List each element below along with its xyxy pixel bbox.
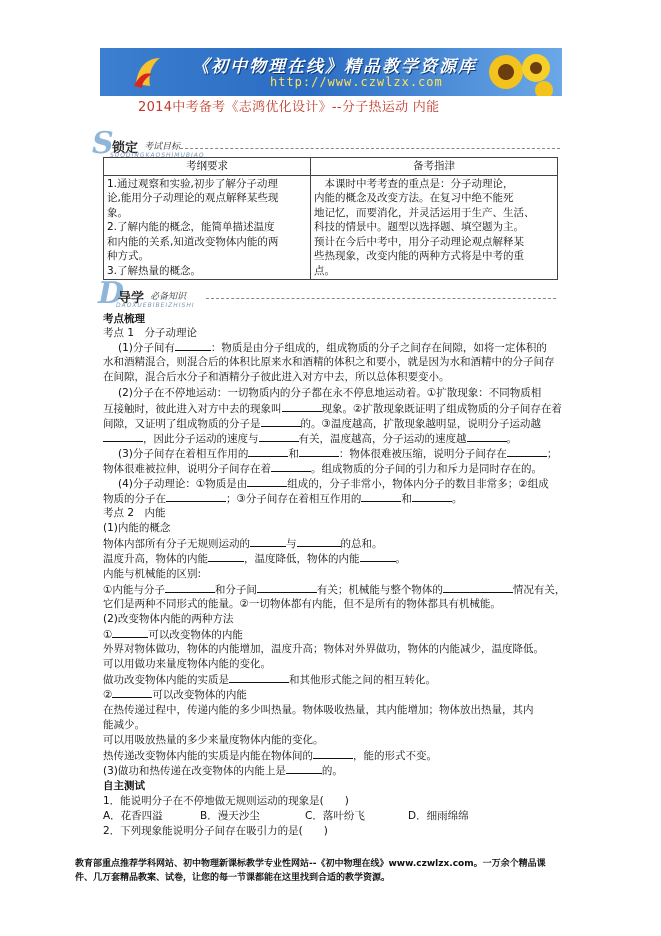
text-line: 间隙，又证明了组成物质的分子是 的。③温度越高，扩散现象越明显，说明分子运动越	[103, 418, 541, 430]
section-letter: D	[98, 276, 125, 311]
text-line: (2)分子在不停地运动：一切物质内的分子都在永不停息地运动着。①扩散现象：不同物质相	[118, 387, 542, 399]
text-line: (4)分子动理论：①物质是由 组成的，分子非常小，物体内分子的数目非常多；②组成	[118, 478, 549, 490]
cell-line: 点。	[314, 264, 335, 277]
table-header: 考纲要求	[104, 158, 311, 176]
table-header: 备考指津	[311, 158, 558, 176]
text-line: ①内能与分子 和分子间 有关；机械能与整个物体的 情况有关，	[103, 584, 566, 596]
text-line: ，因此分子运动的速度与 有关，温度越高，分子运动的速度越 。	[103, 431, 517, 446]
question-1-option-a: A．花香四溢	[103, 810, 163, 822]
text-line: 互接触时，彼此进入对方中去的现象叫 现象。②扩散现象既证明了组成物质的分子间存在着	[103, 403, 562, 415]
question-1-option-c: C．落叶纷飞	[305, 810, 365, 822]
question-2: 2．下列现象能说明分子间存在吸引力的是( )	[103, 825, 328, 837]
question-1-option-b: B．漫天沙尘	[200, 810, 260, 822]
cell-line: 象。	[107, 206, 128, 219]
footer-line: 件、几万套精品教案、试卷，让您的每一节课都能在这里找到合适的教学资源。	[75, 873, 391, 883]
text-line: 做功改变物体内能的实质是 和其他形式能之间的相互转化。	[103, 674, 436, 686]
text-line: (1)内能的概念	[103, 522, 171, 534]
footer-line: 教育部重点推荐学科网站、初中物理新课标教学专业性网站--《初中物理在线》www.czwlzx.com。一万余个精品课	[75, 859, 546, 869]
cell-line: 3.了解热量的概念。	[107, 264, 202, 277]
text-line: ② 可以改变物体的内能	[103, 689, 247, 701]
section-sub-label: 必备知识	[150, 292, 187, 302]
cell-line: 1.通过观察和实验,初步了解分子动理	[107, 177, 278, 190]
text-line: 外界对物体做功，物体的内能增加，温度升高；物体对外界做功，物体的内能减少，温度降低。	[103, 643, 544, 655]
section-pinyin: SUODINGKAOSHIMUBIAO	[110, 152, 205, 159]
cell-line: 2.了解内能的概念，能简单描述温度	[107, 221, 275, 233]
cell-line: 些热现象，改变内能的两种方式将是中考的重	[314, 250, 524, 262]
text-line: (3)分子间存在着相互作用的 和 ：物体很难被压缩，说明分子间存在 ；	[118, 448, 558, 460]
site-banner	[100, 48, 562, 96]
text-line: (3)做功和热传递在改变物体的内能上是 的。	[103, 765, 343, 777]
text-line: 物体内部所有分子无规则运动的 与 的总和。	[103, 538, 383, 550]
section-sub-label: 考试目标	[144, 142, 181, 152]
cell-line: 内能的概念及改变方法。在复习中绝不能死	[314, 192, 514, 204]
question-1-option-d: D．细雨绵绵	[408, 810, 469, 822]
cell-line: 预计在今后中考中，用分子动理论观点解释某	[314, 235, 524, 248]
text-line: 在间隙，混合后水分子和酒精分子彼此进入对方中去，所以总体积要变小。	[103, 371, 450, 383]
text-line: (2)改变物体内能的两种方法	[103, 613, 234, 625]
document-title: 2014中考备考《志鸿优化设计》--分子热运动 内能	[138, 100, 440, 115]
cell-line: 地记忆，而要消化，并灵活运用于生产、生活、	[314, 206, 535, 219]
section-main-label: 导学	[118, 291, 145, 306]
text-line: 内能与机械能的区别:	[103, 568, 202, 580]
text-line: 在热传递过程中，传递内能的多少叫热量。物体吸收热量，其内能增加；物体放出热量，其内	[103, 704, 534, 716]
text-line: 可以用做功来量度物体内能的变化。	[103, 658, 271, 670]
cell-line: 本课时中考考查的重点是：分子动理论，	[314, 177, 514, 190]
section-main-label: 锁定	[112, 141, 139, 156]
cell-line: 论,能用分子动理论的观点解释某些现	[107, 192, 279, 204]
text-line: 热传递改变物体内能的实质是内能在物体间的 ，能的形式不变。	[103, 750, 437, 762]
text-line: 可以用吸放热量的多少来量度物体内能的变化。	[103, 734, 324, 746]
heading-self-test: 自主测试	[103, 780, 145, 792]
text-line: 水和酒精混合，则混合后的体积比原来水和酒精的体积之和要小，就是因为水和酒精中的分子间存	[103, 356, 555, 368]
section-divider	[180, 148, 560, 149]
topic-heading: 考点 2 内能	[103, 507, 166, 519]
question-1: 1．能说明分子在不停地做无规则运动的现象是( )	[103, 795, 349, 807]
text-line: (1)分子间有 ：物质是由分子组成的，组成物质的分子之间存在间隙，如将一定体积的	[118, 342, 547, 354]
section-letter: S	[92, 126, 114, 161]
sunflower-image	[484, 50, 554, 96]
site-logo-icon	[128, 52, 168, 92]
text-line: 物质的分子在 ；③分子间存在着相互作用的 和 。	[103, 493, 463, 505]
text-line: 它们是两种不同形式的能量。②一切物体都有内能，但不是所有的物体都具有机械能。	[103, 598, 501, 610]
banner-title: 《初中物理在线》精品教学资源库	[192, 57, 477, 77]
cell-line: 科技的情景中。题型以选择题、填空题为主。	[314, 221, 524, 233]
section-header-study	[98, 276, 558, 311]
text-line: 温度升高，物体的内能 ，温度降低，物体的内能 。	[103, 553, 406, 565]
topic-heading: 考点 1 分子动理论	[103, 327, 198, 339]
section-divider	[206, 298, 556, 299]
table-cell-requirements	[104, 175, 311, 280]
section-pinyin: DAOXUEBIBEIZHISHI	[116, 302, 195, 309]
text-line: ① 可以改变物体的内能	[103, 629, 243, 641]
table-cell-guidance	[311, 175, 558, 280]
text-line: 物体很难被拉伸，说明分子间存在着 。组成物质的分子间的引力和斥力是同时存在的。	[103, 463, 542, 475]
exam-requirements-table	[103, 157, 558, 280]
heading-review: 考点梳理	[103, 313, 145, 325]
cell-line: 和内能的关系,知道改变物体内能的两	[107, 235, 279, 248]
cell-line: 种方式。	[107, 250, 149, 262]
text-line: 能减少。	[103, 719, 145, 731]
page-footer	[75, 857, 605, 885]
banner-url: http://www.czwlzx.com	[270, 75, 443, 89]
